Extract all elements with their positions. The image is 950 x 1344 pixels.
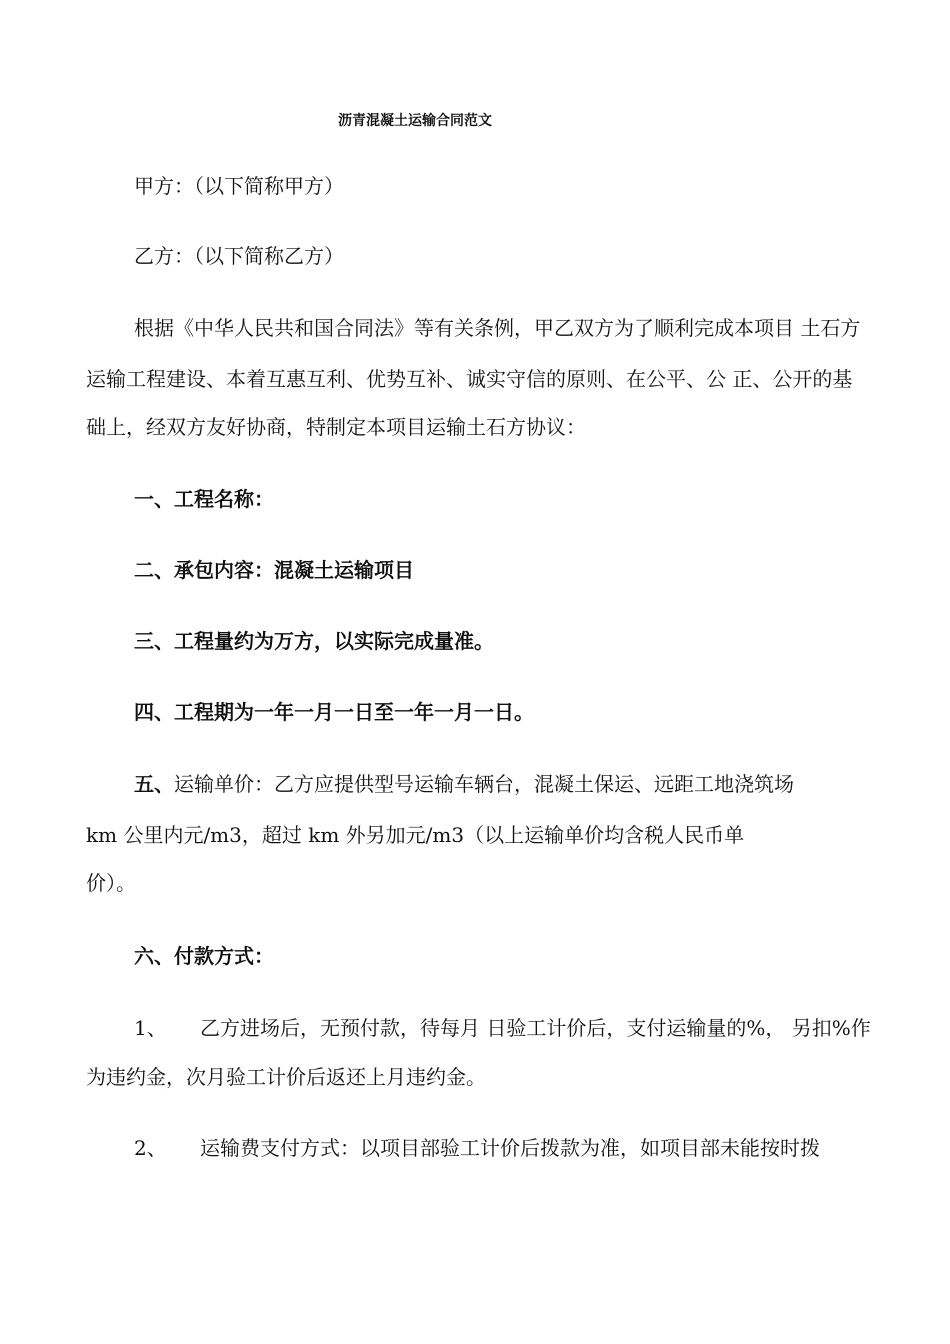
payment-item-first-line <box>134 1015 871 1041</box>
item-number: 1、 <box>134 1016 167 1040</box>
payment-item-first-line <box>134 1135 820 1161</box>
unit-price-first-line <box>134 771 794 797</box>
clause-number: 五、 <box>134 772 174 796</box>
party-a-line: 甲方：（以下简称甲方） <box>134 174 344 198</box>
preamble-line: 础上，经双方友好协商，特制定本项目运输土石方协议： <box>86 415 586 439</box>
clause-duration: 四、工程期为一年一月一日至一年一月一日。 <box>134 700 534 724</box>
item-text: 乙方进场后，无预付款，待每月 日验工计价后，支付运输量的%， 另扣%作 <box>200 1016 871 1040</box>
unit-price-line: km 公里内元/m3，超过 km 外另加元/m3（以上运输单价均含税人民币单 <box>86 823 745 847</box>
preamble-line: 根据《中华人民共和国合同法》等有关条例，甲乙双方为了顺利完成本项目 土石方 <box>134 316 861 340</box>
unit-price-line: 价）。 <box>86 871 136 895</box>
party-b-line: 乙方：（以下简称乙方） <box>134 244 344 268</box>
payment-item-line: 为违约金，次月验工计价后返还上月违约金。 <box>86 1065 486 1089</box>
unit-price-text: 运输单价：乙方应提供型号运输车辆台，混凝土保运、远距工地浇筑场 <box>174 772 794 796</box>
preamble-line: 运输工程建设、本着互惠互利、优势互补、诚实守信的原则、在公平、公 正、公开的基 <box>86 367 853 391</box>
clause-contract-content: 二、承包内容：混凝土运输项目 <box>134 558 414 582</box>
clause-project-name: 一、工程名称： <box>134 487 274 511</box>
clause-quantity: 三、工程量约为万方，以实际完成量准。 <box>134 629 494 653</box>
document-title: 沥青混凝土运输合同范文 <box>338 113 492 129</box>
item-number: 2、 <box>134 1136 167 1160</box>
clause-payment-method: 六、付款方式： <box>134 944 274 968</box>
item-text: 运输费支付方式：以项目部验工计价后拨款为准，如项目部未能按时拨 <box>200 1136 820 1160</box>
